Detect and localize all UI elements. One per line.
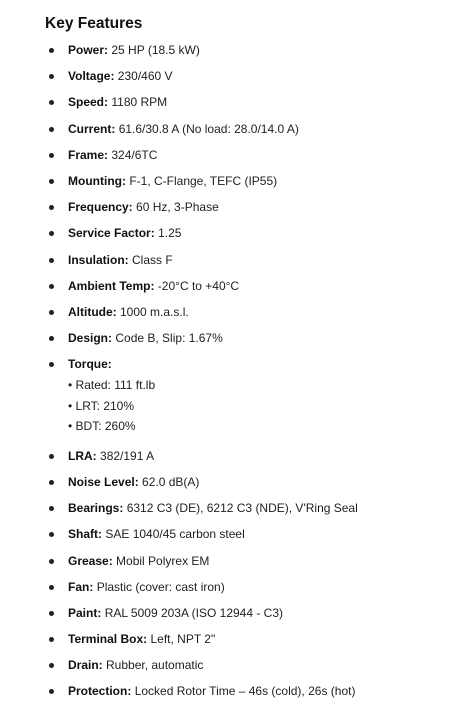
feature-item-terminal-box xyxy=(0,628,460,654)
feature-label: Terminal Box: xyxy=(68,632,148,647)
bullet-icon xyxy=(49,454,54,459)
feature-value: Locked Rotor Time – 46s (cold), 26s (hot) xyxy=(134,684,356,699)
feature-value: 1.25 xyxy=(158,226,182,241)
feature-label: Protection: xyxy=(68,684,132,699)
feature-value: Left, NPT 2" xyxy=(150,632,216,647)
bullet-icon xyxy=(49,532,54,537)
feature-item-altitude xyxy=(0,301,460,327)
bullet-icon xyxy=(49,336,54,341)
feature-item-frequency xyxy=(0,196,460,222)
feature-label: Fan: xyxy=(68,579,94,594)
feature-value: RAL 5009 203A (ISO 12944 - C3) xyxy=(104,605,284,620)
feature-value: -20°C to +40°C xyxy=(157,278,240,293)
feature-item-grease xyxy=(0,550,460,576)
feature-item-power xyxy=(0,39,460,65)
feature-item-drain xyxy=(0,654,460,680)
feature-value: F-1, C-Flange, TEFC (IP55) xyxy=(129,173,278,188)
feature-item-voltage xyxy=(0,65,460,91)
feature-label: Mounting: xyxy=(68,173,126,188)
feature-value: Mobil Polyrex EM xyxy=(116,553,210,568)
feature-label: Power: xyxy=(68,43,109,57)
bullet-icon xyxy=(49,480,54,485)
feature-item-service-factor xyxy=(0,222,460,248)
feature-value: 1000 m.a.s.l. xyxy=(120,304,189,319)
bullet-icon xyxy=(49,179,54,184)
feature-item-frame xyxy=(0,144,460,170)
feature-label: Frequency: xyxy=(68,200,133,215)
feature-label: Drain: xyxy=(68,658,103,673)
feature-item-torque xyxy=(0,353,460,445)
feature-label: Service Factor: xyxy=(68,226,155,241)
feature-label: Paint: xyxy=(68,605,102,620)
feature-item-paint xyxy=(0,602,460,628)
bullet-icon xyxy=(49,48,54,53)
bullet-icon xyxy=(49,559,54,564)
torque-sub-item: • LRT: 210% xyxy=(68,398,135,413)
torque-sub-list xyxy=(68,375,460,437)
bullet-icon xyxy=(49,506,54,511)
feature-label: Grease: xyxy=(68,553,113,568)
torque-sub-item: • BDT: 260% xyxy=(68,419,136,434)
feature-value: 6312 C3 (DE), 6212 C3 (NDE), V'Ring Seal xyxy=(126,501,358,516)
feature-item-current xyxy=(0,118,460,144)
bullet-icon xyxy=(49,231,54,236)
feature-label: Noise Level: xyxy=(68,474,139,489)
feature-item-design xyxy=(0,327,460,353)
feature-item-shaft xyxy=(0,523,460,549)
feature-item-ambient-temp xyxy=(0,275,460,301)
bullet-icon xyxy=(49,637,54,642)
feature-list xyxy=(0,39,460,707)
feature-label: Torque: xyxy=(68,357,112,372)
feature-item-bearings xyxy=(0,497,460,523)
bullet-icon xyxy=(49,284,54,289)
feature-value: 61.6/30.8 A (No load: 28.0/14.0 A) xyxy=(118,121,299,136)
feature-value: 324/6TC xyxy=(111,147,158,162)
bullet-icon xyxy=(49,689,54,694)
feature-value: Class F xyxy=(132,252,173,267)
feature-label: Frame: xyxy=(68,147,109,162)
feature-label: Current: xyxy=(68,121,116,136)
feature-value: Code B, Slip: 1.67% xyxy=(115,331,223,346)
feature-value: 382/191 A xyxy=(100,448,155,463)
feature-item-protection xyxy=(0,680,460,706)
feature-item-mounting xyxy=(0,170,460,196)
feature-label: Voltage: xyxy=(68,69,115,84)
feature-value: 60 Hz, 3-Phase xyxy=(136,200,219,215)
feature-value: SAE 1040/45 carbon steel xyxy=(105,527,245,542)
bullet-icon xyxy=(49,585,54,590)
bullet-icon xyxy=(49,127,54,132)
feature-value: 25 HP (18.5 kW) xyxy=(111,43,200,57)
bullet-icon xyxy=(49,100,54,105)
bullet-icon xyxy=(49,611,54,616)
bullet-icon xyxy=(49,362,54,367)
torque-sub-item: • Rated: 111 ft.lb xyxy=(68,378,156,393)
feature-value: Plastic (cover: cast iron) xyxy=(96,579,225,594)
feature-item-insulation xyxy=(0,249,460,275)
feature-label: Design: xyxy=(68,331,113,346)
bullet-icon xyxy=(49,74,54,79)
feature-label: Shaft: xyxy=(68,527,102,542)
feature-value: 1180 RPM xyxy=(111,95,168,110)
feature-item-noise-level xyxy=(0,471,460,497)
bullet-icon xyxy=(49,258,54,263)
bullet-icon xyxy=(49,310,54,315)
feature-label: Insulation: xyxy=(68,252,129,267)
bullet-icon xyxy=(49,663,54,668)
section-heading: Key Features xyxy=(45,15,143,32)
feature-label: Bearings: xyxy=(68,501,124,516)
feature-item-speed xyxy=(0,91,460,117)
feature-value: 230/460 V xyxy=(117,69,173,84)
feature-label: Ambient Temp: xyxy=(68,278,155,293)
feature-value: Rubber, automatic xyxy=(106,658,204,673)
feature-value: 62.0 dB(A) xyxy=(142,474,200,489)
feature-label: Speed: xyxy=(68,95,109,110)
feature-item-fan xyxy=(0,576,460,602)
bullet-icon xyxy=(49,205,54,210)
feature-label: LRA: xyxy=(68,448,97,463)
feature-label: Altitude: xyxy=(68,304,117,319)
feature-item-lra xyxy=(0,445,460,471)
bullet-icon xyxy=(49,153,54,158)
